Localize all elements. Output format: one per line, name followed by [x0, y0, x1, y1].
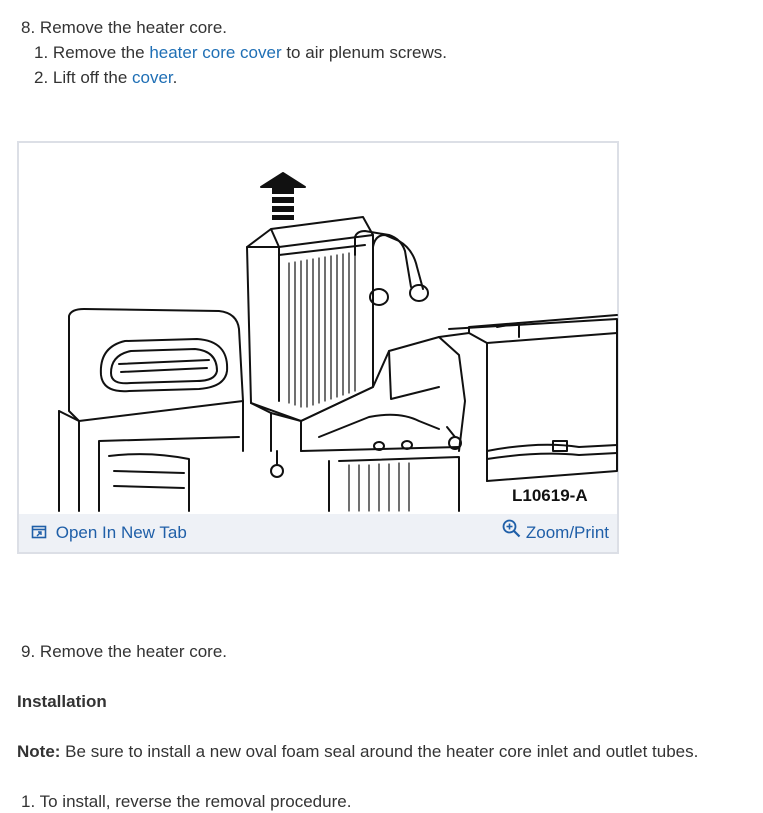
zoom-print-label: Zoom/Print	[525, 523, 609, 542]
step-9	[21, 641, 227, 663]
substep-8-1	[34, 42, 447, 64]
installation-step-1-text: To install, reverse the removal procedure.	[39, 792, 352, 811]
open-in-new-tab-button[interactable]	[31, 514, 187, 552]
substep-8-2-text-before: Lift off the	[52, 68, 132, 87]
figure-action-bar	[19, 514, 617, 552]
cover-link[interactable]: cover	[132, 68, 173, 87]
open-new-tab-icon	[31, 524, 47, 540]
figure-card	[17, 141, 619, 554]
step-9-number: 9.	[21, 642, 36, 661]
substep-8-2-number: 2.	[34, 68, 49, 87]
step-9-text: Remove the heater core.	[39, 642, 228, 661]
open-in-new-tab-label: Open In New Tab	[55, 523, 187, 542]
installation-heading: Installation	[17, 692, 107, 711]
substep-8-2	[34, 67, 177, 89]
lift-arrow-icon	[261, 173, 305, 220]
installation-step-1-number: 1.	[21, 792, 36, 811]
step-8	[21, 17, 227, 39]
installation-note	[17, 741, 698, 763]
note-text: Be sure to install a new oval foam seal around the heater core inlet and outlet tubes.	[60, 742, 699, 761]
substep-8-2-text-after: .	[172, 68, 178, 87]
zoom-print-button[interactable]	[502, 514, 609, 552]
step-8-number: 8.	[21, 18, 36, 37]
heater-core-illustration[interactable]	[39, 151, 621, 516]
installation-step-1	[21, 791, 351, 813]
step-8-text: Remove the heater core.	[39, 18, 228, 37]
zoom-icon	[502, 519, 521, 538]
substep-8-1-number: 1.	[34, 43, 49, 62]
substep-8-1-text-after: to air plenum screws.	[281, 43, 447, 62]
substep-8-1-text-before: Remove the	[52, 43, 150, 62]
note-label: Note:	[17, 742, 61, 761]
heater-core-cover-link[interactable]: heater core cover	[149, 43, 282, 62]
figure-label: L10619-A	[512, 486, 588, 505]
